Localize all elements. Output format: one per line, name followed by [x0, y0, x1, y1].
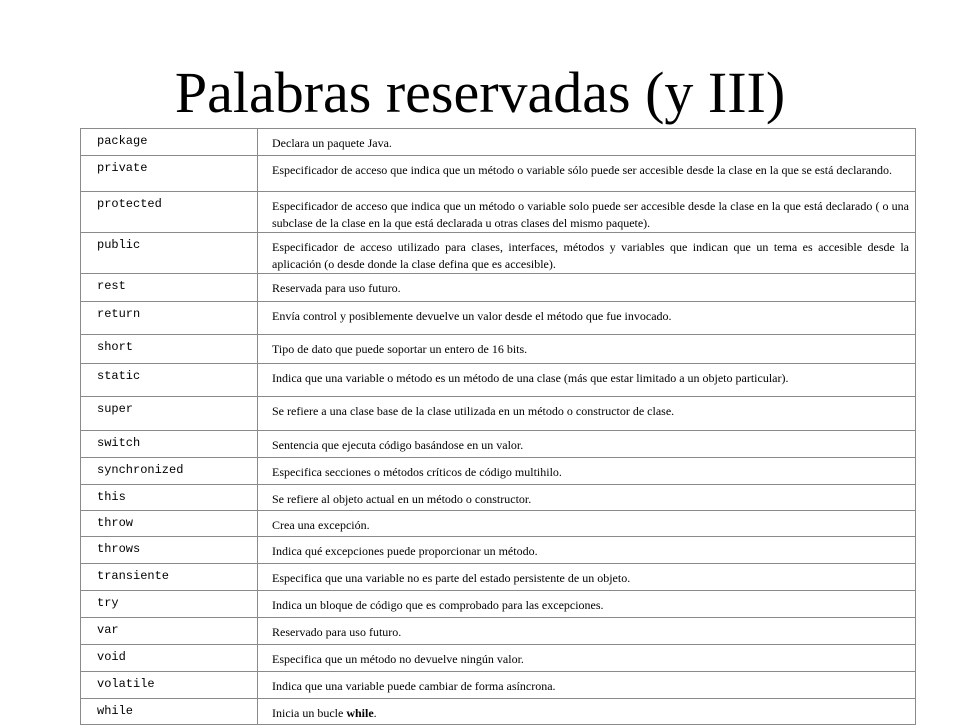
keyword-cell: switch — [81, 431, 258, 458]
table-row — [81, 699, 916, 725]
description-cell: Indica un bloque de código que es comprobado para las excepciones. — [258, 591, 916, 618]
keyword-cell: super — [81, 397, 258, 431]
slide-title: Palabras reservadas (y III) — [174, 60, 786, 125]
reserved-words-table — [80, 128, 916, 725]
keyword-cell: package — [81, 129, 258, 156]
description-cell: Especifica que una variable no es parte del estado persistente de un objeto. — [258, 564, 916, 591]
table-row — [81, 537, 916, 564]
description-cell — [258, 699, 916, 725]
description-cell: Indica qué excepciones puede proporcionar un método. — [258, 537, 916, 564]
description-bold: while — [346, 706, 374, 720]
description-cell: Especifica que un método no devuelve ningún valor. — [258, 645, 916, 672]
table-row — [81, 618, 916, 645]
description-cell: Sentencia que ejecuta código basándose en un valor. — [258, 431, 916, 458]
description-prefix: Inicia un bucle — [272, 706, 347, 720]
keyword-cell: short — [81, 335, 258, 364]
table-row — [81, 335, 916, 364]
description-cell: Reservado para uso futuro. — [258, 618, 916, 645]
description-cell: Envía control y posiblemente devuelve un valor desde el método que fue invocado. — [258, 302, 916, 335]
table-row — [81, 274, 916, 302]
keyword-cell: private — [81, 156, 258, 192]
description-cell: Se refiere a una clase base de la clase utilizada en un método o constructor de clase. — [258, 397, 916, 431]
table-row — [81, 302, 916, 335]
keyword-cell: return — [81, 302, 258, 335]
keyword-cell: volatile — [81, 672, 258, 699]
keyword-cell: throws — [81, 537, 258, 564]
description-cell: Indica que una variable puede cambiar de forma asíncrona. — [258, 672, 916, 699]
keyword-cell: try — [81, 591, 258, 618]
keyword-cell: protected — [81, 192, 258, 233]
table-row — [81, 192, 916, 233]
keyword-cell: while — [81, 699, 258, 725]
keyword-cell: synchronized — [81, 458, 258, 485]
table-row — [81, 364, 916, 397]
description-cell: Especificador de acceso que indica que un método o variable sólo puede ser accesible desde la clase en la que se está declarando. — [258, 156, 916, 192]
description-cell: Crea una excepción. — [258, 511, 916, 537]
description-cell: Declara un paquete Java. — [258, 129, 916, 156]
table-row — [81, 458, 916, 485]
table-row — [81, 129, 916, 156]
table-row — [81, 431, 916, 458]
keyword-cell: var — [81, 618, 258, 645]
table-row — [81, 591, 916, 618]
keyword-cell: this — [81, 485, 258, 511]
table-row — [81, 156, 916, 192]
keyword-cell: void — [81, 645, 258, 672]
description-cell: Reservada para uso futuro. — [258, 274, 916, 302]
description-cell: Especificador de acceso utilizado para clases, interfaces, métodos y variables que indican que un tema es accesible desde la aplicación (o desde donde la clase defina que es accesible). — [258, 233, 916, 274]
table-row — [81, 645, 916, 672]
keyword-cell: public — [81, 233, 258, 274]
table-row — [81, 672, 916, 699]
table-row — [81, 233, 916, 274]
table-row — [81, 511, 916, 537]
description-cell: Indica que una variable o método es un método de una clase (más que estar limitado a un objeto particular). — [258, 364, 916, 397]
table-row — [81, 397, 916, 431]
table-row — [81, 485, 916, 511]
description-cell: Se refiere al objeto actual en un método o constructor. — [258, 485, 916, 511]
table-row — [81, 564, 916, 591]
keyword-cell: static — [81, 364, 258, 397]
keyword-cell: transiente — [81, 564, 258, 591]
keyword-cell: throw — [81, 511, 258, 537]
description-cell: Especificador de acceso que indica que un método o variable solo puede ser accesible desde la clase en la que está declarado ( o una subclase de la clase en la que está declarada u otras clases del mismo paquete). — [258, 192, 916, 233]
keyword-cell: rest — [81, 274, 258, 302]
description-suffix: . — [373, 706, 377, 720]
description-cell: Tipo de dato que puede soportar un entero de 16 bits. — [258, 335, 916, 364]
description-cell: Especifica secciones o métodos críticos de código multihilo. — [258, 458, 916, 485]
